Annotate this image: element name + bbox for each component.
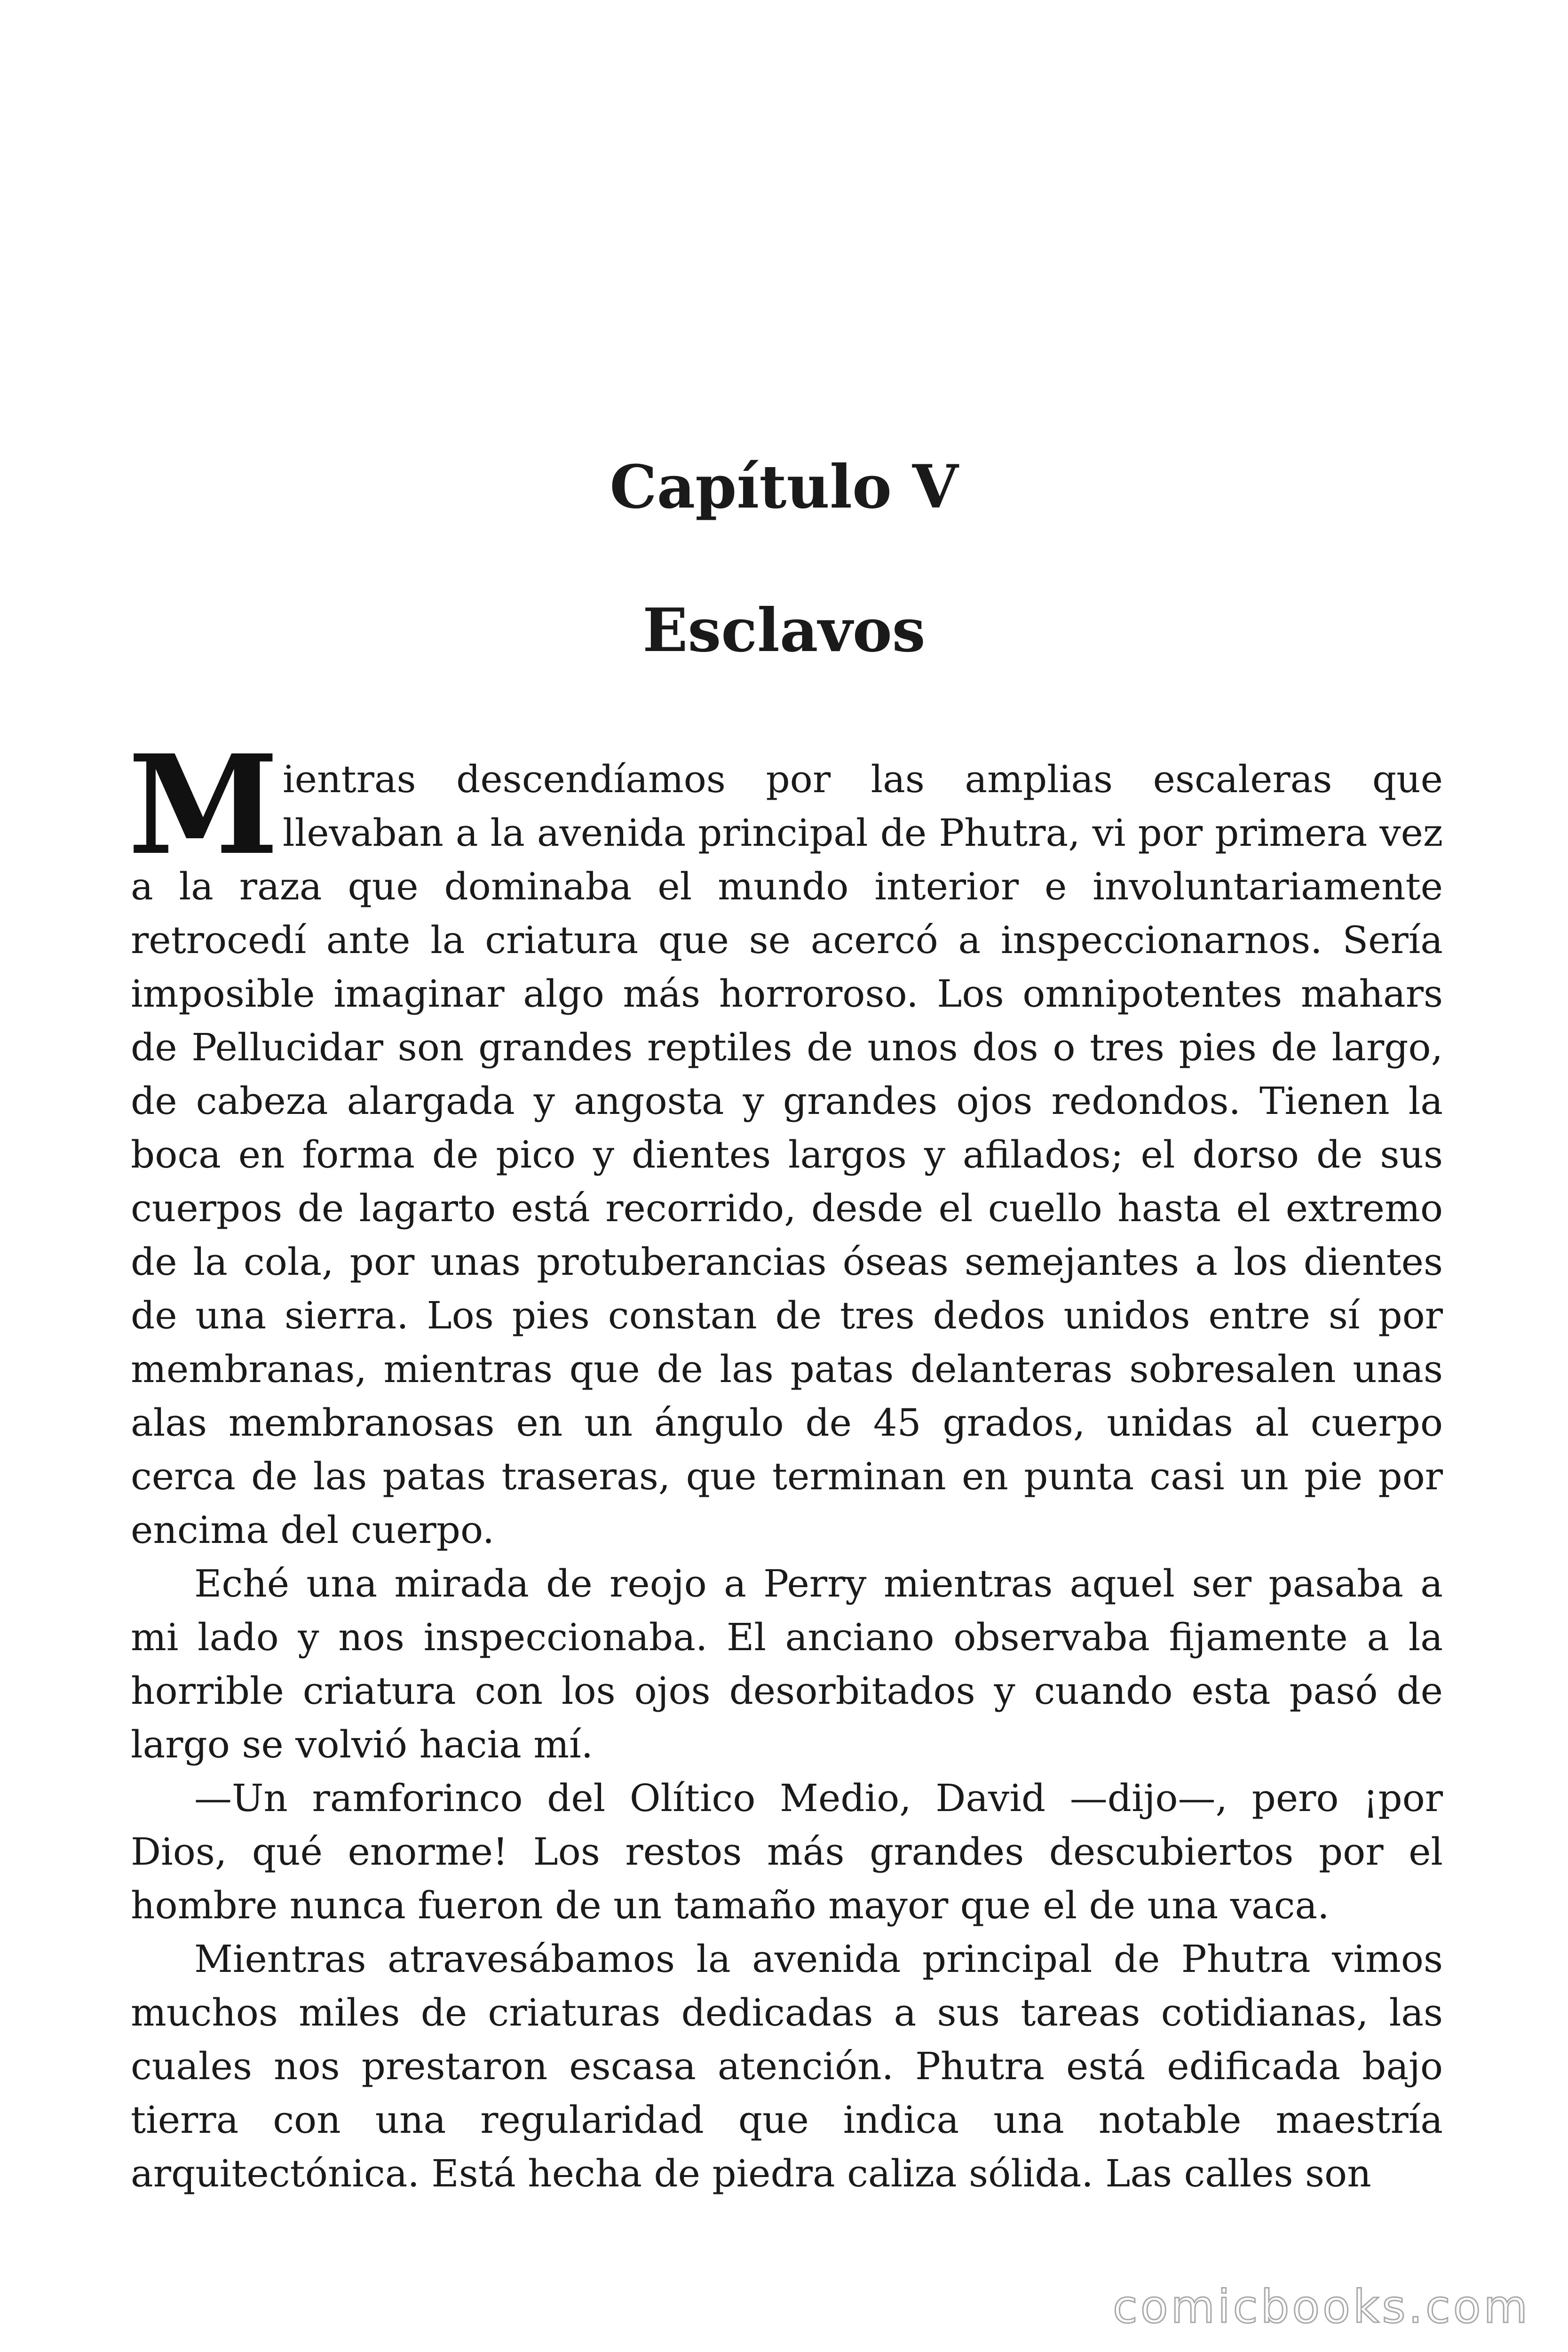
- chapter-body: [128, 725, 1443, 2201]
- paragraph-4: Mientras atravesábamos la avenida principal de Phutra vimos muchos miles de criaturas dedicadas a sus tareas cotidianas, las cuales nos prestaron escasa atención. Phutra está edificada bajo tierra con una regularidad que indica una notable maestría arquitectónica. Está hecha de piedra caliza sólida. Las calles son: [131, 1937, 1443, 2195]
- drop-cap: M: [128, 725, 279, 885]
- site-watermark: comicbooks.com: [1112, 2280, 1530, 2333]
- paragraph-3: —Un ramforinco del Olítico Medio, David —dijo—, pero ¡por Dios, qué enorme! Los restos más grandes descubiertos por el hombre nunca fueron de un tamaño mayor que el de una vaca.: [131, 1776, 1443, 1927]
- paragraph-1-text: ientras descendíamos por las amplias escaleras que llevaban a la avenida principal de Phutra, vi por primera vez a la raza que dominaba el mundo interior e involuntariamente retrocedí ante la criatura que se acercó a inspeccionarnos. Sería imposible imaginar algo más horroroso. Los omnipotentes mahars de Pellucidar son grandes reptiles de unos dos o tres pies de largo, de cabeza alargada y angosta y grandes ojos redondos. Tienen la boca en forma de pico y dientes largos y afilados; el dorso de sus cuerpos de lagarto está recorrido, desde el cuello hasta el extremo de la cola, por unas protuberancias óseas semejantes a los dientes de una sierra. Los pies constan de tres dedos unidos entre sí por membranas, mientras que de las patas delanteras sobresalen unas alas membranosas en un ángulo de 45 grados, unidas al cuerpo cerca de las patas traseras, que terminan en punta casi un pie por encima del cuerpo.: [131, 757, 1443, 1552]
- paragraph-1: [128, 725, 1443, 1557]
- paragraph-2: Eché una mirada de reojo a Perry mientras aquel ser pasaba a mi lado y nos inspeccionaba. El anciano observaba fijamente a la horrible criatura con los ojos desorbitados y cuando esta pasó de largo se volvió hacia mí.: [131, 1562, 1443, 1766]
- chapter-number: Capítulo V: [610, 452, 958, 522]
- chapter-title: Esclavos: [642, 596, 926, 665]
